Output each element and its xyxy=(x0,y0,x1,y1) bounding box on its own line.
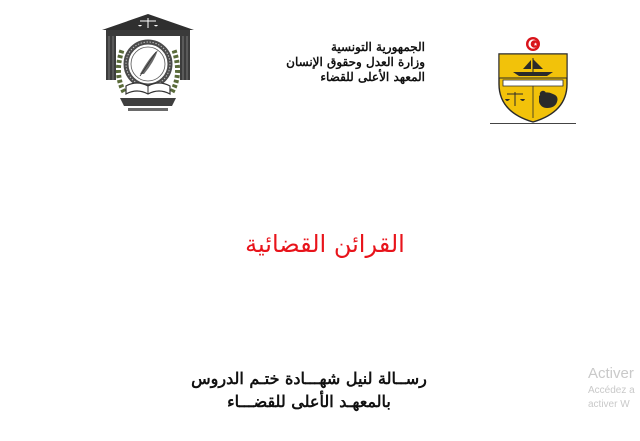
thesis-statement xyxy=(150,367,468,413)
letterhead-block xyxy=(250,40,425,85)
thesis-institute-line: بالمعهـد الأعلى للقضـــاء xyxy=(227,392,391,411)
thesis-purpose-line: رســالة لنيل شهـــادة ختـم الدروس xyxy=(191,369,427,388)
ministry-name: وزارة العدل وحقوق الإنسان xyxy=(286,55,425,69)
watermark-title: Activer xyxy=(588,365,634,382)
emblem-underline-divider xyxy=(490,123,576,124)
country-name: الجمهورية التونسية xyxy=(330,40,425,54)
windows-activation-watermark xyxy=(588,364,640,412)
institute-emblem-logo xyxy=(98,12,198,118)
watermark-line-1: Accédez a xyxy=(588,385,635,396)
institute-name: المعهد الأعلى للقضاء xyxy=(320,70,425,84)
tunisia-coat-of-arms-logo xyxy=(493,36,573,124)
document-title: القرائن القضائية xyxy=(245,230,405,258)
watermark-line-2: activer W xyxy=(588,399,630,410)
